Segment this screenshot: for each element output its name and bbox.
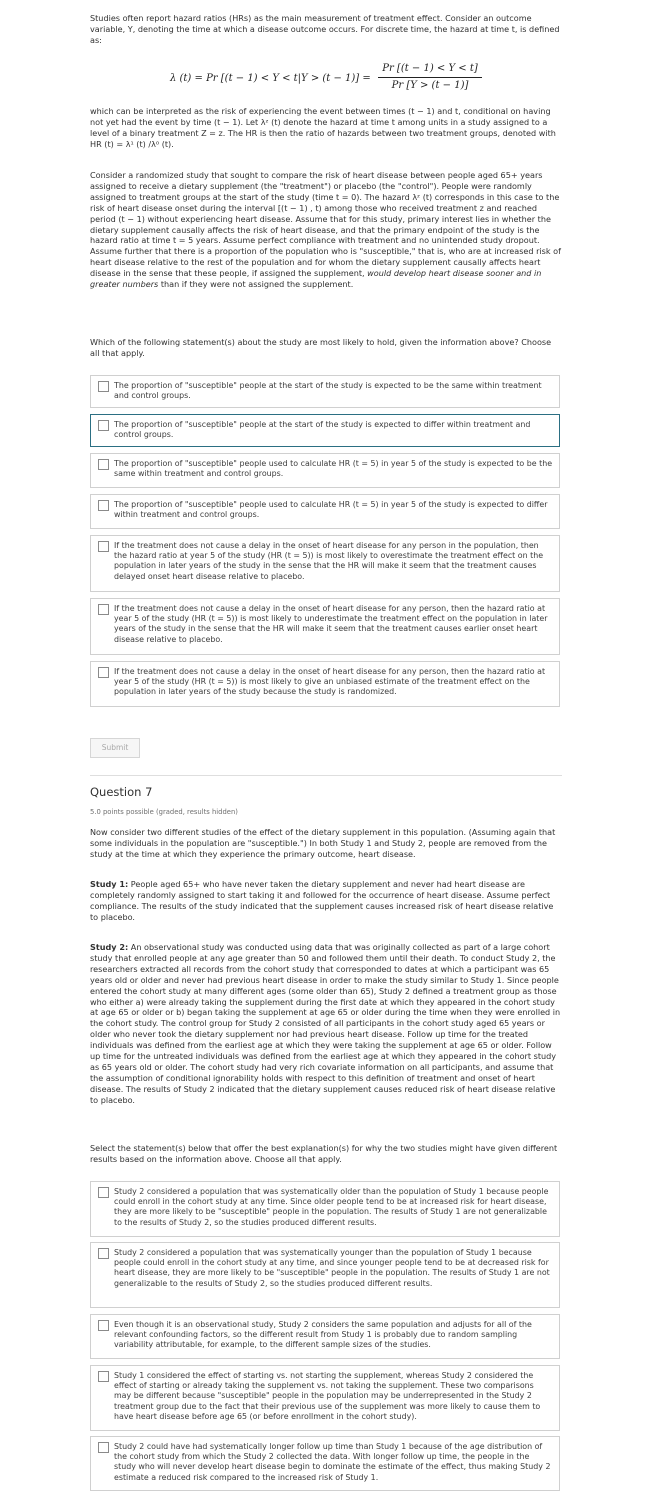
study2-label: Study 2: <box>90 942 129 952</box>
question-prompt: Which of the following statement(s) about the study are most likely to hold, given the information above? Choose all that apply. <box>90 337 552 358</box>
study1-text: People aged 65+ who have never taken the dietary supplement and never had heart disease are completely randomly assigned to start taking it and followed for the occurrence of heart disease. Assume perfect compliance. The results of the study indicated that the supplement causes increased risk of heart disease relative to placebo. <box>90 879 554 922</box>
checkbox[interactable] <box>98 459 109 470</box>
choice-option-focused[interactable] <box>90 414 560 447</box>
choice-label: The proportion of "susceptible" people used to calculate HR (t = 5) in year 5 of the study is expected to differ within treatment and control groups. <box>114 500 548 520</box>
choice-label: If the treatment does not cause a delay in the onset of heart disease for any person in the population, then the hazard ratio at year 5 of the study (HR (t = 5)) is most likely to overestimate the treatment effect on the population in later years of the study in the sense that the HR will make it seem that the treatment causes delayed onset heart disease relative to placebo. <box>114 541 544 581</box>
study-description-text: Consider a randomized study that sought to compare the risk of heart disease between people aged 65+ years assigned to receive a dietary supplement (the "treatment") or placebo (the "control"). People were randomly assigned to treatment groups at the start of the study (time t = 0). The hazard λᶻ (t) corresponds in this case to the risk of heart disease onset during the interval [(t − 1) , t) among those who received treatment z and reached period (t − 1) without experiencing heart disease. Assume that for this study, primary interest lies in whether the dietary supplement causally affects the risk of heart disease, and that the primary endpoint of the study is the hazard ratio at time t = 5 years. Assume perfect compliance with treatment and no unintended study dropout. Assume further that there is a proportion of the population who is "susceptible," that is, who are at increased risk of heart disease relative to the rest of the population and for whom the dietary supplement causally affects heart disease in the sense that these people, if assigned the supplement, <box>90 170 561 279</box>
choice-option[interactable] <box>90 1242 560 1308</box>
checkbox[interactable] <box>98 667 109 678</box>
choice-option[interactable] <box>90 1314 560 1359</box>
checkbox[interactable] <box>98 604 109 615</box>
choice-option[interactable] <box>90 1436 560 1491</box>
checkbox[interactable] <box>98 381 109 392</box>
choice-option[interactable] <box>90 1181 560 1237</box>
choice-option[interactable] <box>90 535 560 592</box>
choice-label: Study 2 considered a population that was systematically younger than the population of Study 1 because people could enroll in the cohort study at any time, and since younger people tend to be at decreased risk for heart disease, they are more likely to be "susceptible" people in the population. The results of Study 1 are not generalizable to the results of Study 2, so the studies produced different results. <box>114 1248 550 1288</box>
section-divider <box>90 775 562 776</box>
intro-paragraph: Studies often report hazard ratios (HRs) as the main measurement of treatment effect. Consider an outcome variable, Y, denoting the time at which a disease outcome occurs. For discrete time, the hazard at time t, is defined as: <box>90 13 560 45</box>
choice-label: Study 2 considered a population that was systematically older than the population of Study 1 because people could enroll in the cohort study at any time. Since older people tend to be at increased risk for heart disease, they are more likely to be "susceptible" people in the population. The results of Study 1 are not generalizable to the results of Study 2, so the studies produced different results. <box>114 1187 549 1227</box>
choice-label: If the treatment does not cause a delay in the onset of heart disease for any person, then the hazard ratio at year 5 of the study (HR (t = 5)) is most likely to underestimate the treatment effect on the population in later years of the study in the sense that the HR will make it seem that the treatment causes earlier onset heart disease relative to placebo. <box>114 604 548 644</box>
choice-option[interactable] <box>90 598 560 655</box>
checkbox[interactable] <box>98 1371 109 1382</box>
choice-option[interactable] <box>90 375 560 408</box>
checkbox[interactable] <box>98 1187 109 1198</box>
fraction-bar <box>378 77 482 78</box>
choice-option[interactable] <box>90 1365 560 1431</box>
study1-label: Study 1: <box>90 879 129 889</box>
formula-fraction <box>378 62 482 93</box>
checkbox[interactable] <box>98 1442 109 1453</box>
formula-lhs: λ (t) = Pr [(t − 1) < Y < t|Y > (t − 1)] = <box>170 73 371 84</box>
submit-button[interactable]: Submit <box>90 738 140 758</box>
formula-denominator: Pr [Y > (t − 1)] <box>391 80 469 91</box>
formula-numerator: Pr [(t − 1) < Y < t] <box>382 63 478 74</box>
choice-label: The proportion of "susceptible" people used to calculate HR (t = 5) in year 5 of the study is expected to be the same within treatment and control groups. <box>114 459 553 479</box>
choice-label: The proportion of "susceptible" people at the start of the study is expected to be the same within treatment and control groups. <box>114 381 542 401</box>
q7-prompt: Select the statement(s) below that offer the best explanation(s) for why the two studies might have given different results based on the information above. Choose all that apply. <box>90 1143 558 1164</box>
choice-option[interactable] <box>90 453 560 488</box>
choice-label: Even though it is an observational study, Study 2 considers the same population and adjusts for all of the relevant confounding factors, so the different result from Study 1 is probably due to random sampling variability attributable, for example, to the different sample sizes of the studies. <box>114 1320 532 1350</box>
choice-label: Study 2 could have had systematically longer follow up time than Study 1 because of the age distribution of the cohort study from which the Study 2 collected the data. With longer follow up time, the people in the study who will never develop heart disease begin to dominate the estimate of the effect, thus making Study 2 estimate a reduced risk compared to the increased risk of Study 1. <box>114 1442 551 1482</box>
study1-description <box>90 879 562 923</box>
hazard-explanation: which can be interpreted as the risk of experiencing the event between times (t − 1) and t, conditional on having not yet had the event by time (t − 1). Let λᶻ (t) denote the hazard at time t among units in a study assigned to a level of a binary treatment Z = z. The HR is then the ratio of hazards between two treatment groups, denoted with HR (t) = λ¹ (t) /λ⁰ (t). <box>90 106 556 149</box>
checkbox[interactable] <box>98 541 109 552</box>
choice-label: The proportion of "susceptible" people at the start of the study is expected to differ within treatment and control groups. <box>114 420 531 440</box>
checkbox[interactable] <box>98 420 109 431</box>
hazard-formula <box>170 62 490 96</box>
study2-text: An observational study was conducted using data that was originally collected as part of a large cohort study that enrolled people at any age greater than 50 and followed them until their death. To conduct Study 2, the researchers extracted all records from the cohort study that corresponded to dates at which a participant was 65 years old or older and never had previous heart disease in order to make the study similar to Study 1. Since people entered the cohort study at many different ages (some older than 65), Study 2 defined a treatment group as those who either a) were already taking the supplement during the first date at which they appeared in the cohort study at age 65 or older or b) began taking the supplement at age 65 or older during the time when they were enrolled in the cohort study. The control group for Study 2 consisted of all participants in the cohort study aged 65 years or older who never took the dietary supplement nor had previous heart disease. Follow up time for the treated individuals was defined from the earliest age at which they were taking the supplement at age 65 or older. Follow up time for the untreated individuals was defined from the earliest age at which they appeared in the cohort study as 65 years old or older. The cohort study had very rich covariate information on all participants, and assume that the assumption of conditional ignorability holds with respect to this definition of treatment and onset of heart disease. The results of Study 2 indicated that the dietary supplement causes reduced risk of heart disease relative to placebo. <box>90 942 561 1105</box>
question-title: Question 7 <box>90 785 153 799</box>
checkbox[interactable] <box>98 1248 109 1259</box>
choice-label: If the treatment does not cause a delay in the onset of heart disease for any person, then the hazard ratio at year 5 of the study (HR (t = 5)) is most likely to give an unbiased estimate of the treatment effect on the population in later years of the study because the study is randomized. <box>114 667 546 697</box>
checkbox[interactable] <box>98 500 109 511</box>
q7-intro: Now consider two different studies of the effect of the dietary supplement in this population. (Assuming again that some individuals in the population are "susceptible.") In both Study 1 and Study 2, people are removed from the study at the time at which they experience the primary outcome, heart disease. <box>90 827 556 859</box>
checkbox[interactable] <box>98 1320 109 1331</box>
choice-option[interactable] <box>90 494 560 529</box>
study-description <box>90 170 562 290</box>
choice-label: Study 1 considered the effect of starting vs. not starting the supplement, whereas Study 2 considered the effect of starting or already taking the supplement vs. not taking the supplement. These two comparisons may be different because "susceptible" people in the population may be underrepresented in the Study 2 treatment group due to the fact that their previous use of the supplement was more likely to cause them to have heart disease before age 65 (or before enrollment in the cohort study). <box>114 1371 541 1421</box>
study-description-emphasis: would develop heart disease sooner and in greater numbers <box>90 268 542 290</box>
study-description-tail: than if they were not assigned the supplement. <box>160 279 354 290</box>
study2-description <box>90 942 562 1106</box>
choice-option[interactable] <box>90 661 560 707</box>
question-points: 5.0 points possible (graded, results hidden) <box>90 808 238 816</box>
